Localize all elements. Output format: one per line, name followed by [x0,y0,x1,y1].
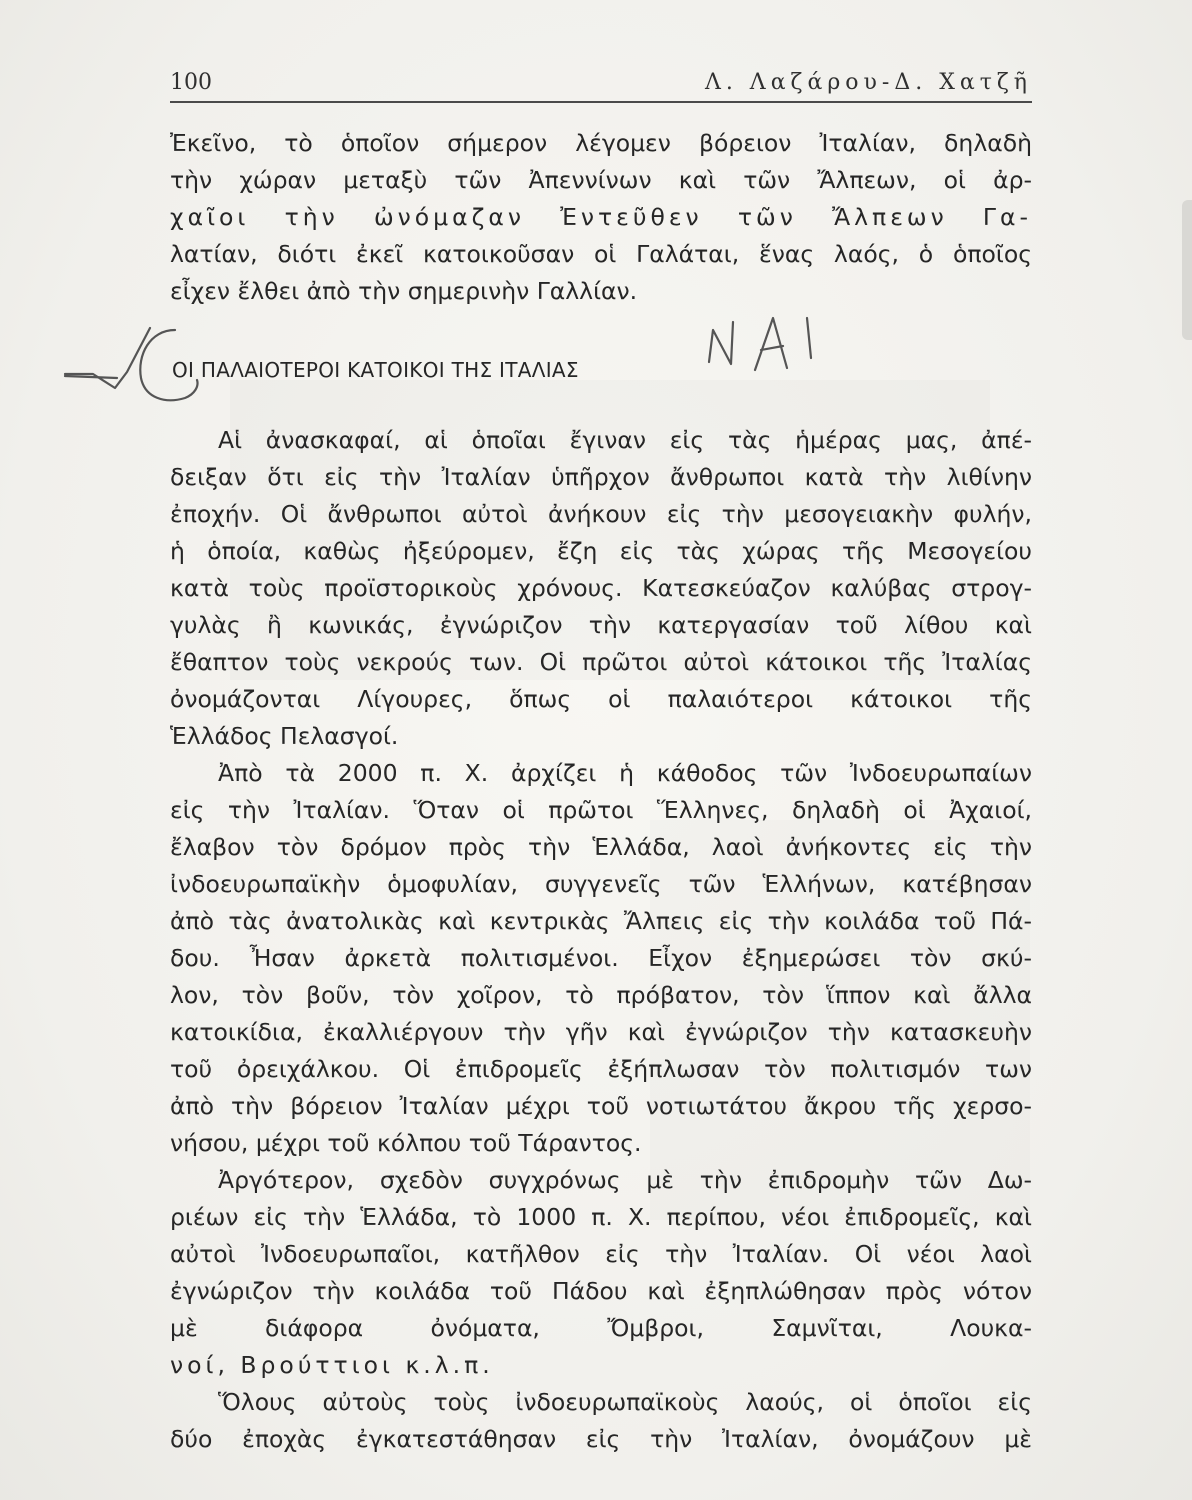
text-line: ριέων εἰς τὴν Ἑλλάδα, τὸ 1000 π. Χ. περίπου, νέοι ἐπιδρομεῖς, καὶ [170,1203,1032,1231]
text-line: Ἀργότερον, σχεδὸν συγχρόνως μὲ τὴν ἐπιδρομὴν τῶν Δω- [218,1166,1032,1194]
text-line: νοί, Βρούττιοι κ.λ.π. [170,1351,494,1379]
text-line: ἐγνώριζον τὴν κοιλάδα τοῦ Πάδου καὶ ἐξηπλώθησαν πρὸς νότον [170,1277,1032,1305]
page-number: 100 [170,70,212,95]
text-line: Ἀπὸ τὰ 2000 π. Χ. ἀρχίζει ἡ κάθοδος τῶν Ἰνδοευρωπαίων [218,759,1032,787]
text-line: ἀπὸ τὴν βόρειον Ἰταλίαν μέχρι τοῦ νοτιωτάτου ἄκρου τῆς χερσο- [170,1092,1032,1120]
text-line: ὀνομάζονται Λίγουρες, ὅπως οἱ παλαιότεροι κάτοικοι τῆς [170,685,1032,713]
text-line: ἔλαβον τὸν δρόμον πρὸς τὴν Ἑλλάδα, λαοὶ ἀνήκοντες εἰς τὴν [170,833,1032,861]
text-line: δειξαν ὅτι εἰς τὴν Ἰταλίαν ὑπῆρχον ἄνθρωποι κατὰ τὴν λιθίνην [170,463,1032,491]
text-line: τοῦ ὀρειχάλκου. Οἱ ἐπιδρομεῖς ἐξήπλωσαν τὸν πολιτισμόν των [170,1055,1032,1083]
text-line: εἰς τὴν Ἰταλίαν. Ὅταν οἱ πρῶτοι Ἕλληνες, δηλαδὴ οἱ Ἀχαιοί, [170,796,1032,824]
text-line: ἀπὸ τὰς ἀνατολικὰς καὶ κεντρικὰς Ἄλπεις εἰς τὴν κοιλάδα τοῦ Πά- [170,907,1032,935]
text-line: αὐτοὶ Ἰνδοευρωπαῖοι, κατῆλθον εἰς τὴν Ἰταλίαν. Οἱ νέοι λαοὶ [170,1240,1032,1268]
text-line: ἡ ὁποία, καθὼς ἠξεύρομεν, ἔζη εἰς τὰς χώρας τῆς Μεσογείου [170,537,1032,565]
page-edge-tab [1182,200,1192,340]
text-line: Ἑλλάδος Πελασγοί. [170,722,399,750]
header-rule [170,101,1032,103]
section-heading: ΟΙ ΠΑΛΑΙΟΤΕΡΟΙ ΚΑΤΟΙΚΟΙ ΤΗΣ ΙΤΑΛΙΑΣ [172,358,579,382]
body-text [170,125,1032,1458]
text-line: γυλὰς ἢ κωνικάς, ἐγνώριζον τὴν κατεργασίαν τοῦ λίθου καὶ [170,611,1032,639]
text-line: χαῖοι τὴν ὠνόμαζαν Ἐντεῦθεν τῶν Ἄλπεων Γα- [170,203,1032,231]
text-line: κατὰ τοὺς προϊστορικοὺς χρόνους. Κατεσκεύαζον καλύβας στρογ- [170,574,1032,602]
text-line: λατίαν, διότι ἐκεῖ κατοικοῦσαν οἱ Γαλάται, ἕνας λαός, ὁ ὁποῖος [170,240,1032,268]
text-line: εἶχεν ἔλθει ἀπὸ τὴν σημερινὴν Γαλλίαν. [170,277,638,305]
text-line: δου. Ἦσαν ἀρκετὰ πολιτισμένοι. Εἶχον ἐξημερώσει τὸν σκύ- [170,944,1032,972]
text-line: λον, τὸν βοῦν, τὸν χοῖρον, τὸ πρόβατον, τὸν ἵππον καὶ ἄλλα [170,981,1032,1009]
page-header [170,66,1032,102]
text-line: Ὅλους αὐτοὺς τοὺς ἰνδοευρωπαϊκοὺς λαούς, οἱ ὁποῖοι εἰς [218,1388,1032,1416]
text-line: Αἱ ἀνασκαφαί, αἱ ὁποῖαι ἔγιναν εἰς τὰς ἡμέρας μας, ἀπέ- [218,426,1032,454]
text-line: νήσου, μέχρι τοῦ κόλπου τοῦ Τάραντος. [170,1129,642,1157]
text-line: ἰνδοευρωπαϊκὴν ὁμοφυλίαν, συγγενεῖς τῶν Ἑλλήνων, κατέβησαν [170,870,1032,898]
text-line: κατοικίδια, ἐκαλλιέργουν τὴν γῆν καὶ ἐγνώριζον τὴν κατασκευὴν [170,1018,1032,1046]
text-line: ἔθαπτον τοὺς νεκρούς των. Οἱ πρῶτοι αὐτοὶ κάτοικοι τῆς Ἰταλίας [170,648,1032,676]
running-head: Λ. Λαζάρου-Δ. Χατζῆ [704,70,1032,95]
text-line: Ἐκεῖνο, τὸ ὁποῖον σήμερον λέγομεν βόρειον Ἰταλίαν, δηλαδὴ [170,129,1032,157]
text-line: τὴν χώραν μεταξὺ τῶν Ἀπεννίνων καὶ τῶν Ἄλπεων, οἱ ἀρ- [170,166,1032,194]
text-line: ἐποχήν. Οἱ ἄνθρωποι αὐτοὶ ἀνήκουν εἰς τὴν μεσογειακὴν φυλήν, [170,500,1032,528]
text-line: μὲ διάφορα ὀνόματα, Ὄμβροι, Σαμνῖται, Λουκα- [170,1314,1032,1342]
text-line: δύο ἐποχὰς ἐγκατεστάθησαν εἰς τὴν Ἰταλίαν, ὀνομάζουν μὲ [170,1425,1032,1453]
